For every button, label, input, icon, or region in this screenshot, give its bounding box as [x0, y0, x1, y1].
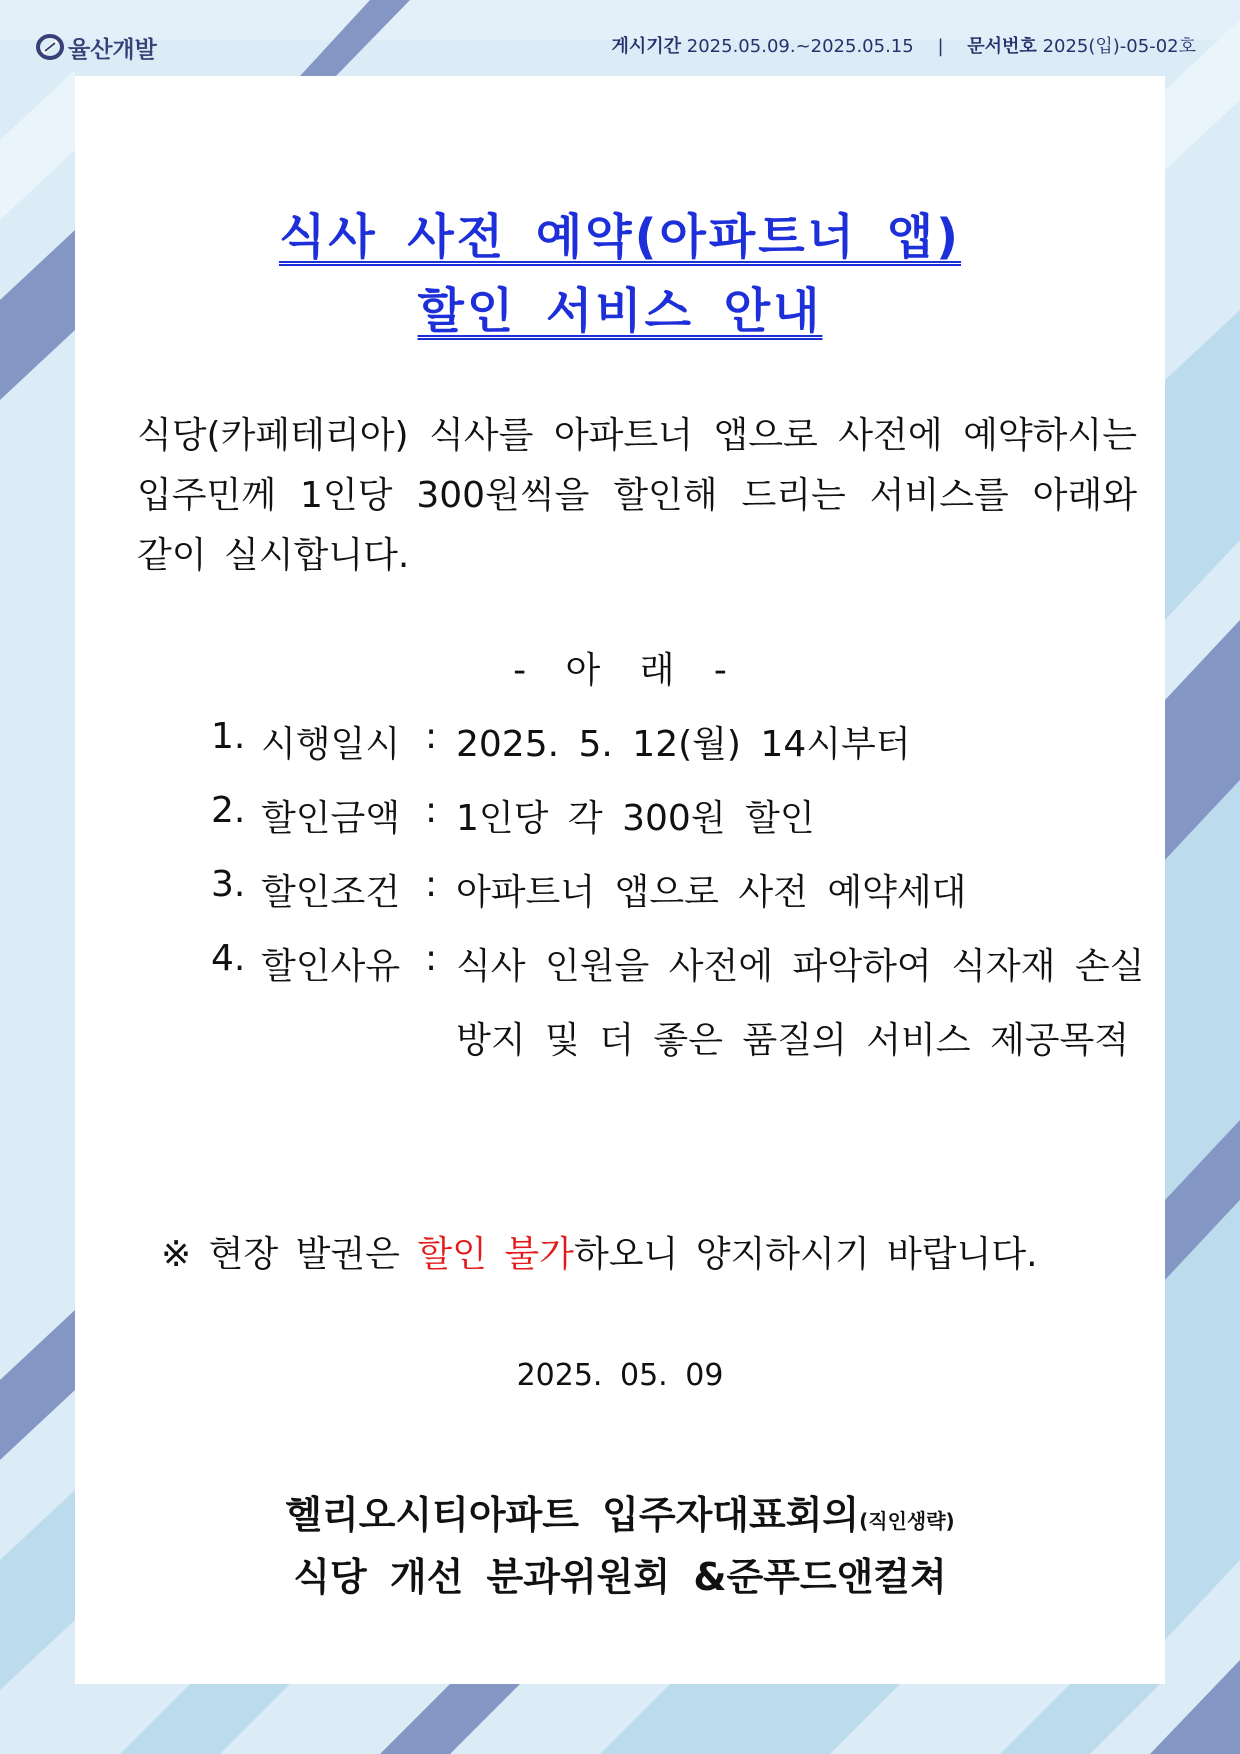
intro-paragraph: 식당(카페테리아) 식사를 아파트너 앱으로 사전에 예약하시는 입주민께 1인당 300원씩을 할인해 드리는 서비스를 아래와 같이 실시합니다.	[137, 415, 1137, 576]
item-number: 1.	[211, 716, 246, 757]
detail-item	[211, 864, 1131, 938]
organization-line-2: 식당 개선 분과위원회 &준푸드앤컬쳐	[293, 1555, 947, 1599]
item-value: 식사 인원을 사전에 파악하여 식자재 손실	[456, 946, 1145, 987]
title-line-2: 할인 서비스 안내	[417, 283, 823, 339]
notice-highlight: 할인 불가	[417, 1234, 574, 1275]
item-number: 4.	[211, 938, 246, 979]
posting-period-value: 2025.05.09.~2025.05.15	[686, 36, 914, 57]
title-line-1: 식사 사전 예약(아파트너 앱)	[278, 209, 962, 265]
detail-list	[211, 716, 1145, 1061]
document-meta	[611, 32, 1196, 58]
item-value: 2025. 5. 12(월) 14시부터	[456, 724, 911, 765]
item-colon: :	[425, 716, 438, 757]
logo-text: 율산개발	[68, 36, 157, 63]
item-value: 1인당 각 300원 할인	[456, 798, 815, 839]
logo-swirl-icon	[36, 33, 64, 61]
notice-line	[161, 1226, 1038, 1277]
meta-separator: |	[937, 36, 944, 57]
notice-prefix: ※ 현장 발권은	[161, 1234, 418, 1275]
item-colon: :	[425, 790, 438, 831]
doc-number-label: 문서번호	[967, 36, 1037, 57]
item-value-continuation: 방지 및 더 좋은 품질의 서비스 제공목적	[456, 1020, 1130, 1061]
item-colon: :	[425, 938, 438, 979]
doc-number-value: 2025(입)-05-02호	[1042, 36, 1196, 57]
detail-item	[211, 716, 1131, 790]
company-logo	[36, 30, 157, 64]
item-value: 아파트너 앱으로 사전 예약세대	[456, 872, 967, 913]
detail-item	[211, 790, 1131, 864]
notice-suffix: 하오니 양지하시기 바랍니다.	[573, 1234, 1038, 1275]
section-heading: - 아 래 -	[513, 650, 727, 691]
item-label: 할인사유	[261, 946, 401, 987]
item-colon: :	[425, 864, 438, 905]
item-number: 3.	[211, 864, 246, 905]
posting-period-label: 게시기간	[611, 36, 682, 57]
organization-line-1	[75, 1484, 1165, 1539]
item-number: 2.	[211, 790, 246, 831]
item-label: 할인금액	[261, 798, 401, 839]
organization-name: 헬리오시티아파트 입주자대표회의	[285, 1493, 860, 1537]
item-label: 할인조건	[261, 872, 401, 913]
document-header	[0, 0, 1240, 76]
detail-item	[211, 938, 1145, 1061]
item-label: 시행일시	[261, 724, 401, 765]
seal-omitted-note: (직인생략)	[859, 1509, 955, 1533]
issue-date: 2025. 05. 09	[516, 1358, 724, 1393]
notice-paper	[75, 76, 1165, 1684]
